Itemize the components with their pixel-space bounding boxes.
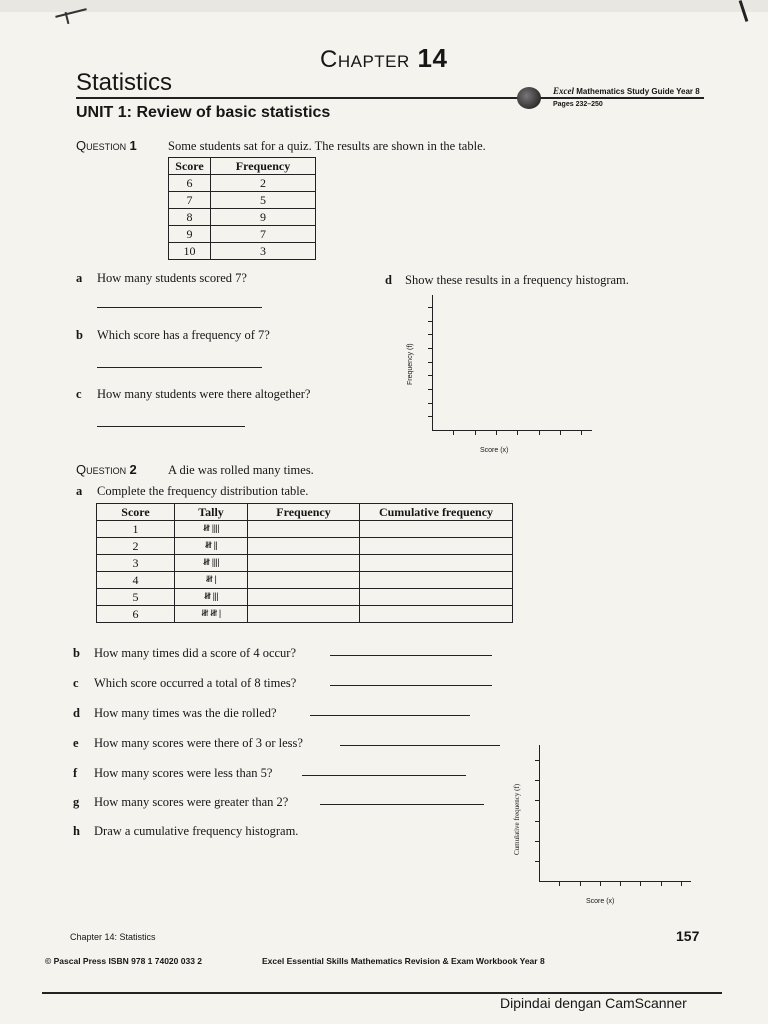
part-letter: g: [73, 795, 80, 809]
scan-edge: [0, 0, 768, 12]
question-number: 2: [129, 462, 137, 477]
axis-tick: [600, 882, 601, 886]
part-a-text: Complete the frequency distribution table.: [97, 484, 309, 498]
part-e-text: How many scores were there of 3 or less?: [94, 736, 303, 750]
answer-line[interactable]: [340, 745, 500, 746]
table-row: [169, 226, 316, 243]
part-letter: d: [385, 273, 392, 287]
score-cell: 2: [97, 538, 175, 555]
chapter-number: 14: [417, 43, 448, 73]
cumulative-frequency-input-cell[interactable]: [360, 521, 513, 538]
table-row: [169, 209, 316, 226]
axis-tick: [535, 760, 539, 761]
histogram-y-axis: [432, 295, 433, 431]
cumulative-histogram-x-label: Score (x): [586, 898, 615, 905]
axis-tick: [428, 362, 432, 363]
score-frequency-table: [168, 157, 316, 260]
frequency-input-cell[interactable]: [248, 538, 360, 555]
axis-tick: [535, 841, 539, 842]
cumulative-histogram-y-axis: [539, 745, 540, 882]
part-c-text: Which score occurred a total of 8 times?: [94, 676, 297, 690]
topic-title: Statistics: [76, 69, 173, 96]
table-header-row: [169, 158, 316, 175]
table-header-tally: Tally: [175, 504, 248, 521]
axis-tick: [620, 882, 621, 886]
score-cell: 6: [169, 175, 211, 192]
cumulative-frequency-input-cell[interactable]: [360, 606, 513, 623]
footer-book-title: Excel Essential Skills Mathematics Revision & Exam Workbook Year 8: [262, 956, 545, 966]
axis-tick: [453, 431, 454, 435]
axis-tick: [661, 882, 662, 886]
axis-tick: [428, 403, 432, 404]
frequency-input-cell[interactable]: [248, 521, 360, 538]
part-b-text: How many times did a score of 4 occur?: [94, 646, 297, 660]
tally-cell: 𝍸 ||: [175, 538, 248, 555]
axis-tick: [535, 821, 539, 822]
score-cell: 3: [97, 555, 175, 572]
score-cell: 6: [97, 606, 175, 623]
part-letter: h: [73, 824, 80, 838]
axis-tick: [539, 431, 540, 435]
footer-rule: [42, 992, 722, 994]
tally-cell: 𝍸 |||: [175, 589, 248, 606]
answer-line[interactable]: [330, 655, 492, 656]
page-number: 157: [676, 928, 700, 944]
axis-tick: [580, 882, 581, 886]
axis-tick: [517, 431, 518, 435]
guide-pages: Pages 232–250: [553, 101, 603, 108]
answer-line[interactable]: [320, 804, 484, 805]
axis-tick: [640, 882, 641, 886]
question-1-prompt: Some students sat for a quiz. The results are shown in the table.: [168, 139, 486, 153]
part-d-text: Show these results in a frequency histogram.: [405, 273, 629, 287]
cumulative-frequency-input-cell[interactable]: [360, 589, 513, 606]
question-word: Question: [76, 138, 127, 153]
table-row: [97, 572, 513, 589]
frequency-cell: 5: [211, 192, 316, 209]
histogram-x-label: Score (x): [480, 447, 509, 454]
header-rule: [76, 97, 704, 99]
table-header-cumulative-frequency: Cumulative frequency: [360, 504, 513, 521]
score-cell: 10: [169, 243, 211, 260]
study-guide-reference: [553, 86, 700, 96]
part-letter: a: [76, 271, 83, 285]
question-2-prompt: A die was rolled many times.: [168, 463, 314, 477]
answer-line[interactable]: [330, 685, 492, 686]
frequency-input-cell[interactable]: [248, 606, 360, 623]
study-guide-icon: [517, 87, 541, 109]
axis-tick: [559, 882, 560, 886]
part-b-text: Which score has a frequency of 7?: [97, 328, 270, 342]
histogram-x-axis: [432, 430, 592, 431]
cumulative-frequency-input-cell[interactable]: [360, 555, 513, 572]
question-2-label: [76, 462, 137, 477]
axis-tick: [475, 431, 476, 435]
table-row: [169, 175, 316, 192]
part-letter: c: [73, 676, 79, 690]
answer-line[interactable]: [97, 367, 262, 368]
table-header-score: Score: [169, 158, 211, 175]
part-letter: a: [76, 484, 83, 498]
question-number: 1: [129, 138, 137, 153]
tally-cell: 𝍸 ||||: [175, 555, 248, 572]
table-header-score: Score: [97, 504, 175, 521]
part-c-text: How many students were there altogether?: [97, 387, 311, 401]
tally-cell: 𝍸 |: [175, 572, 248, 589]
score-cell: 4: [97, 572, 175, 589]
score-cell: 1: [97, 521, 175, 538]
table-header-frequency: Frequency: [211, 158, 316, 175]
frequency-input-cell[interactable]: [248, 589, 360, 606]
part-letter: c: [76, 387, 82, 401]
question-word: Question: [76, 462, 127, 477]
axis-tick: [428, 321, 432, 322]
score-cell: 7: [169, 192, 211, 209]
axis-tick: [681, 882, 682, 886]
frequency-cell: 7: [211, 226, 316, 243]
cumulative-histogram-x-axis: [539, 881, 691, 882]
answer-line[interactable]: [302, 775, 466, 776]
answer-line[interactable]: [97, 426, 245, 427]
axis-tick: [535, 800, 539, 801]
table-row: [97, 538, 513, 555]
answer-line[interactable]: [97, 307, 262, 308]
guide-title: Mathematics Study Guide Year 8: [576, 87, 700, 96]
question-1-label: [76, 138, 137, 153]
score-cell: 8: [169, 209, 211, 226]
table-header-row: [97, 504, 513, 521]
cumulative-frequency-input-cell[interactable]: [360, 572, 513, 589]
frequency-input-cell[interactable]: [248, 555, 360, 572]
unit-title: UNIT 1: Review of basic statistics: [76, 104, 331, 121]
table-row: [97, 521, 513, 538]
chapter-heading: [320, 43, 447, 74]
table-row: [97, 555, 513, 572]
part-h-text: Draw a cumulative frequency histogram.: [94, 824, 299, 838]
footer-chapter: Chapter 14: Statistics: [70, 932, 156, 942]
cumulative-histogram-y-label: Cumulative frequency (f): [513, 783, 521, 855]
part-letter: b: [76, 328, 83, 342]
axis-tick: [560, 431, 561, 435]
axis-tick: [428, 348, 432, 349]
table-row: [169, 243, 316, 260]
axis-tick: [428, 389, 432, 390]
footer-copyright: © Pascal Press ISBN 978 1 74020 033 2: [45, 956, 203, 966]
guide-brand: Excel: [553, 86, 574, 96]
part-letter: e: [73, 736, 79, 750]
axis-tick: [428, 375, 432, 376]
axis-tick: [535, 780, 539, 781]
part-letter: f: [73, 766, 78, 780]
axis-tick: [428, 416, 432, 417]
score-cell: 5: [97, 589, 175, 606]
table-header-frequency: Frequency: [248, 504, 360, 521]
scanner-watermark: Dipindai dengan CamScanner: [500, 995, 687, 1011]
table-row: [169, 192, 316, 209]
chapter-word: Chapter: [320, 46, 410, 73]
score-cell: 9: [169, 226, 211, 243]
part-d-text: How many times was the die rolled?: [94, 706, 277, 720]
part-f-text: How many scores were less than 5?: [94, 766, 273, 780]
tally-cell: 𝍸 ||||: [175, 521, 248, 538]
part-g-text: How many scores were greater than 2?: [94, 795, 289, 809]
part-letter: b: [73, 646, 80, 660]
answer-line[interactable]: [310, 715, 470, 716]
tally-cell: 𝍸 𝍸 |: [175, 606, 248, 623]
cumulative-frequency-input-cell[interactable]: [360, 538, 513, 555]
part-a-text: How many students scored 7?: [97, 271, 247, 285]
axis-tick: [496, 431, 497, 435]
histogram-y-label: Frequency (f): [407, 343, 414, 385]
frequency-distribution-table: [96, 503, 513, 623]
frequency-cell: 9: [211, 209, 316, 226]
axis-tick: [581, 431, 582, 435]
table-row: [97, 589, 513, 606]
frequency-cell: 3: [211, 243, 316, 260]
frequency-cell: 2: [211, 175, 316, 192]
axis-tick: [428, 334, 432, 335]
table-row: [97, 606, 513, 623]
axis-tick: [535, 861, 539, 862]
part-letter: d: [73, 706, 80, 720]
frequency-input-cell[interactable]: [248, 572, 360, 589]
axis-tick: [428, 307, 432, 308]
